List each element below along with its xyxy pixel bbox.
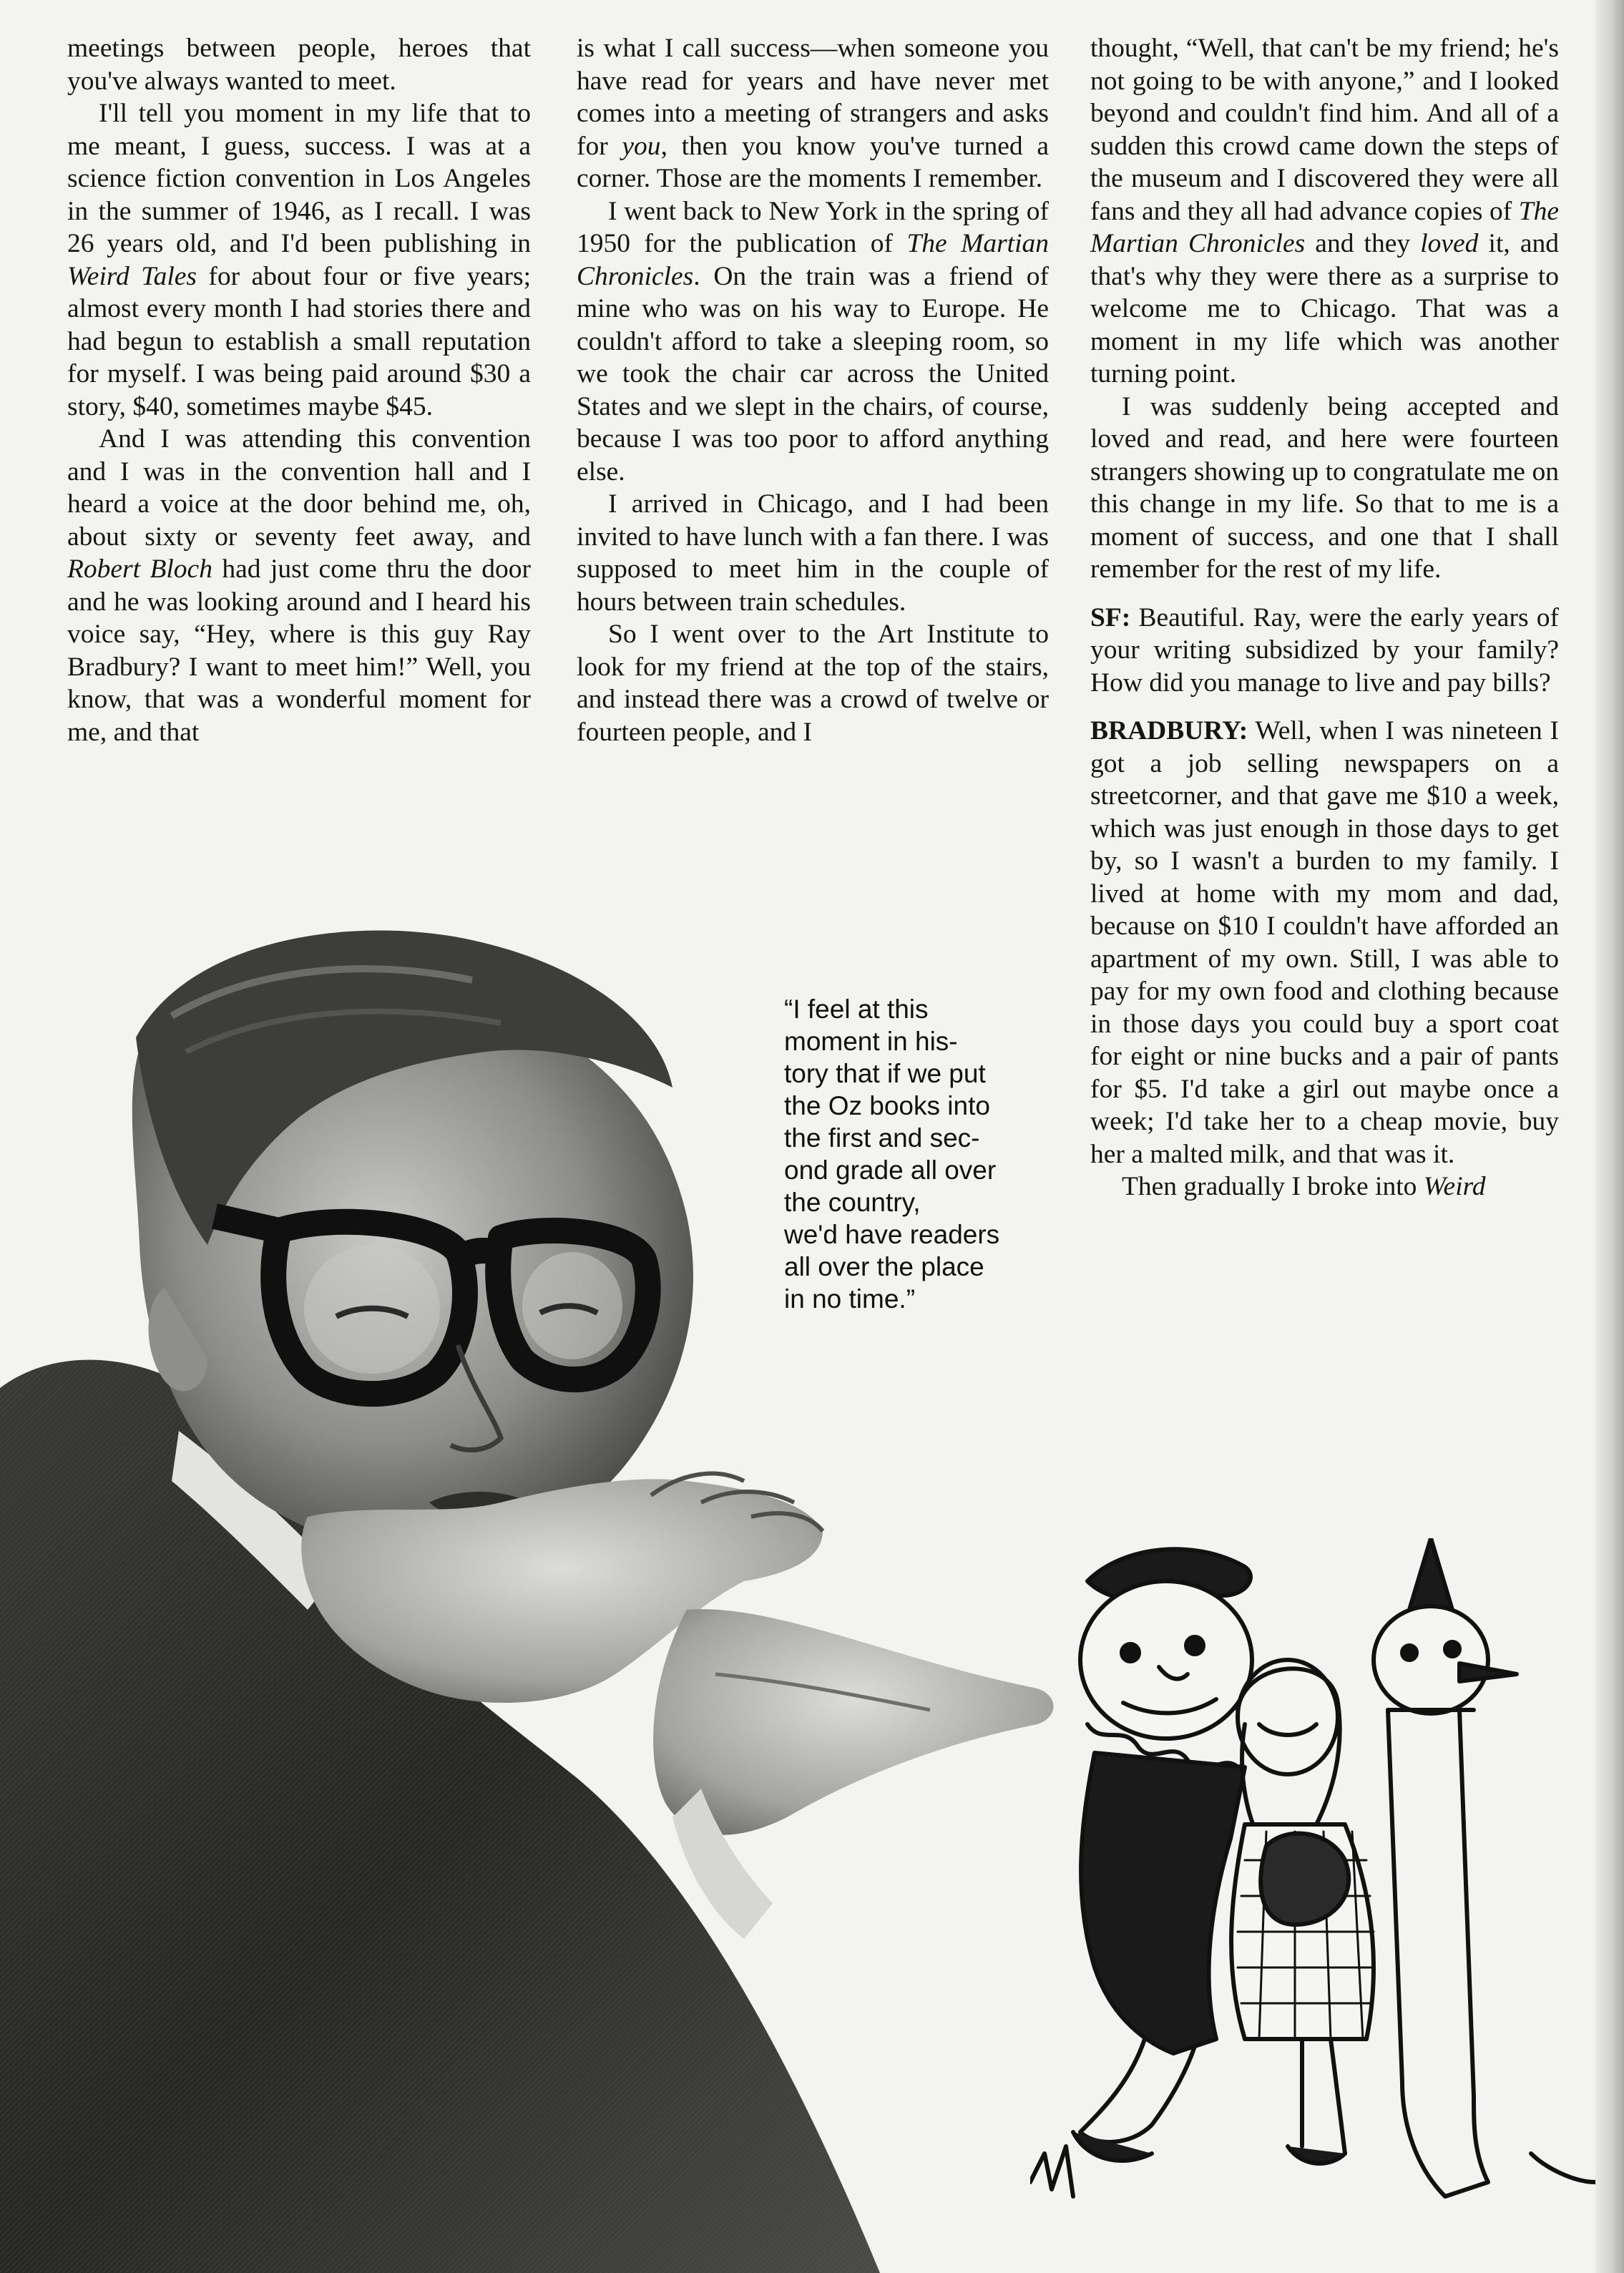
- italic-title: Weird: [1423, 1172, 1486, 1201]
- oz-illustration: [1030, 1538, 1603, 2225]
- scarecrow-body: [1081, 1753, 1245, 2053]
- paragraph: So I went over to the Art Institute to look for my friend at the top of the stairs, and instead there was a crowd of twelve or fourteen people, and I: [577, 620, 1049, 747]
- paragraph: [67, 97, 531, 423]
- text-run: Beautiful. Ray, were the early years of your writing subsidized by your family? How did you manage to live and pay bills?: [1090, 602, 1559, 698]
- quote-line: moment in his-: [784, 1027, 958, 1056]
- italic-title: The Martian Chronicles: [577, 229, 1049, 291]
- quote-line: the first and sec-: [784, 1123, 980, 1153]
- italic-word: loved: [1420, 229, 1479, 258]
- quote-line: the country,: [784, 1188, 921, 1217]
- italic-title: The Martian Chronicles: [1090, 196, 1559, 258]
- text-run: it, and that's why they were there as a surprise to welcome me to Chicago. That was a moment in my life which was another turning point.: [1090, 229, 1559, 388]
- tinman-head: [1374, 1606, 1488, 1714]
- text-run: I went back to New York in the spring of 1950 for the publication of: [577, 196, 1049, 258]
- quote-line: in no time.”: [784, 1284, 916, 1314]
- italic-title: Weird Tales: [67, 261, 197, 291]
- text-run: . On the train was a friend of mine who was on his way to Europe. He couldn't afford to take a sleeping room, so we took the chair car across the United States and we slept in the chairs, of course, because I was too poor to afford anything else.: [577, 261, 1049, 487]
- text-column-3: [1090, 32, 1559, 1203]
- text-column-1: [67, 32, 531, 748]
- quote-line: the Oz books into: [784, 1091, 990, 1120]
- paragraph: [577, 195, 1049, 489]
- tinman-funnel: [1409, 1538, 1452, 1610]
- page-binding-shadow: [1595, 0, 1624, 2273]
- text-run: , then you know you've turned a corner. Those are the moments I remember.: [577, 131, 1049, 193]
- speaker-label: SF:: [1090, 602, 1131, 632]
- text-run: for about four or five years; almost every month I had stories there and had begun to establish a small reputation for myself. I was being paid around $30 a story, $40, sometimes maybe $45.: [67, 261, 531, 421]
- paragraph: [1090, 32, 1559, 391]
- quote-line: all over the place: [784, 1252, 984, 1281]
- paragraph: [67, 423, 531, 748]
- toto: [1261, 1834, 1349, 1925]
- quote-line: we'd have readers: [784, 1220, 1000, 1249]
- paragraph: [577, 32, 1049, 195]
- text-column-2: [577, 32, 1049, 748]
- paragraph: I was suddenly being accepted and loved and read, and here were fourteen strangers showing up to congratulate me on this change in my life. So that to me is a moment of success, and one that I shall remember for the rest of my life.: [1090, 391, 1559, 584]
- interview-answer: [1090, 715, 1559, 1170]
- text-run: and they: [1305, 229, 1421, 258]
- italic-name: Robert Bloch: [67, 554, 212, 584]
- interview-question: [1090, 602, 1559, 700]
- text-run: Well, when I was nineteen I got a job selling newspapers on a streetcorner, and that gave me $10 a week, which was just enough in those days to get by, so I wasn't a burden to my family. I lived at home with my mom and dad, because on $10 I couldn't have afforded an apartment of my own. Still, I was able to pay for my own food and clothing because in those days you could buy a sport coat for eight or nine bucks and a pair of pants for $5. I'd take a girl out maybe once a week; I'd take her to a cheap movie, buy her a malted milk, and that was it.: [1090, 716, 1559, 1169]
- hand-right: [653, 1609, 1053, 1835]
- paragraph: I arrived in Chicago, and I had been invited to have lunch with a fan there. I was supposed to meet him in the couple of hours between train schedules.: [577, 489, 1049, 617]
- speaker-label: BRADBURY:: [1090, 716, 1248, 746]
- text-run: And I was attending this convention and I was in the convention hall and I heard a voice at the door behind me, oh, about sixty or seventy feet away, and: [67, 424, 531, 552]
- quote-line: “I feel at this: [784, 994, 929, 1024]
- quote-line: ond grade all over: [784, 1155, 997, 1185]
- paragraph: [1090, 1170, 1559, 1203]
- text-run: thought, “Well, that can't be my friend; he's not going to be with anyone,” and I looked beyond and couldn't find him. And all of a sudden this crowd came down the steps of the museum and I discovered they were all fans and they all had advance copies of: [1090, 34, 1559, 226]
- text-run: is what I call success—when someone you have read for years and have never met comes into a meeting of strangers and asks for: [577, 34, 1049, 161]
- text-run: I'll tell you moment in my life that to me meant, I guess, success. I was at a science fiction convention in Los Angeles in the summer of 1946, as I recall. I was 26 years old, and I'd been publishing in: [67, 99, 531, 258]
- text-run: had just come thru the door and he was looking around and I heard his voice say, “Hey, where is this guy Ray Bradbury? I want to meet him!” Well, you know, that was a wonderful moment for me, and that: [67, 554, 531, 747]
- italic-word: you: [622, 131, 661, 161]
- paragraph: meetings between people, heroes that you've always wanted to meet.: [67, 34, 531, 96]
- quote-line: tory that if we put: [784, 1059, 986, 1088]
- pull-quote: [784, 993, 1056, 1315]
- text-run: Then gradually I broke into: [1122, 1172, 1424, 1201]
